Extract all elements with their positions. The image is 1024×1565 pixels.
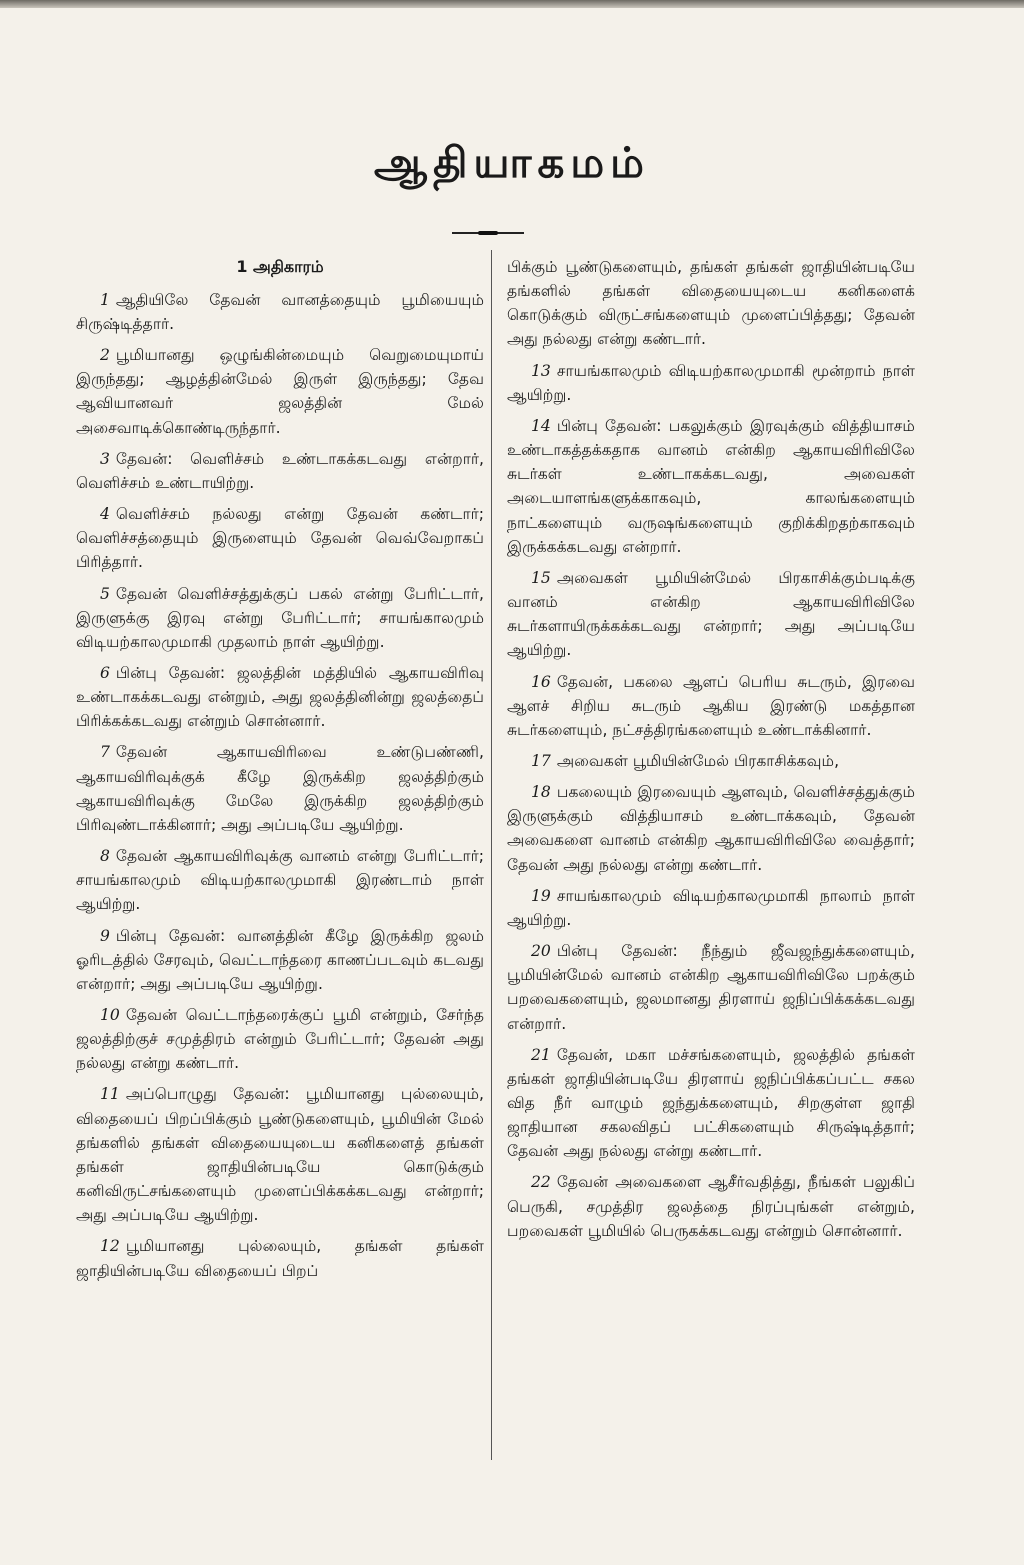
title-rule-ornament (478, 231, 498, 235)
verse (507, 749, 915, 773)
verse-text: தேவன்: வெளிச்சம் உண்டாகக்கடவது என்றார், வெளிச்சம் உண்டாயிற்று. (76, 449, 484, 492)
verse-text: வெளிச்சம் நல்லது என்று தேவன் கண்டார்; வெளிச்சத்தையும் இருளையும் தேவன் வெவ்வேறாகப் பிரித்தார். (76, 505, 484, 572)
verse (76, 1082, 484, 1227)
column-divider (491, 250, 492, 1460)
verse (507, 414, 915, 559)
verse-number: 16 (531, 672, 551, 691)
verse (507, 780, 915, 877)
page-top-edge (0, 0, 1024, 8)
verse-number: 6 (100, 663, 110, 682)
verse-text: ஆதியிலே தேவன் வானத்தையும் பூமியையும் சிருஷ்டித்தார். (76, 290, 484, 333)
verse-number: 18 (531, 783, 551, 802)
verse-number: 9 (100, 926, 110, 945)
verse (507, 1043, 915, 1164)
verse-number: 21 (531, 1045, 551, 1064)
verse-text: அவைகள் பூமியின்மேல் பிரகாசிக்கும்படிக்கு வானம் என்கிற ஆகாயவிரிவிலே சுடர்களாயிருக்கக்கடவது என்றார்; அது அப்படியே ஆயிற்று. (507, 568, 915, 660)
verse-number: 1 (100, 290, 110, 309)
verse-number: 15 (531, 568, 551, 587)
verse-number: 14 (531, 416, 551, 435)
verse-text: தேவன் வெளிச்சத்துக்குப் பகல் என்று பேரிட்டார், இருளுக்கு இரவு என்று பேரிட்டார்; சாயங்காலமும் விடியற்காலமுமாகி முதலாம் நாள் ஆயிற்று. (76, 584, 484, 651)
book-title: ஆதியாகமம் (374, 138, 650, 187)
verse-number: 10 (100, 1006, 120, 1025)
verse-text: பூமியானது ஒழுங்கின்மையும் வெறுமையுமாய் இருந்தது; ஆழத்தின்மேல் இருள் இருந்தது; தேவ ஆவியானவர் ஜலத்தின் மேல் அசைவாடிக்கொண்டிருந்தார். (76, 346, 484, 437)
verse (76, 447, 484, 495)
verse-text: தேவன், மகா மச்சங்களையும், ஜலத்தில் தங்கள் தங்கள் ஜாதியின்படியே திரளாய் ஜநிப்பிக்கப்பட்ட சகல வித நீர் வாழும் ஜந்துக்களையும், சிறகுள்ள ஜாதி ஜாதியான சகலவிதப் பட்சிகளையும் சிருஷ்டித்தார்; தேவன் அது நல்லது என்று கண்டார். (507, 1045, 915, 1161)
verse (507, 566, 915, 663)
verse-text: சாயங்காலமும் விடியற்காலமுமாகி நாலாம் நாள் ஆயிற்று. (507, 886, 915, 929)
verse (76, 1234, 484, 1282)
verse (76, 582, 484, 654)
verse-text: தேவன் அவைகளை ஆசீர்வதித்து, நீங்கள் பலுகிப் பெருகி, சமுத்திர ஜலத்தை நிரப்புங்கள் என்றும், பறவைகள் பூமியில் பெருகக்கடவது என்றும் சொன்னார். (507, 1173, 915, 1240)
verse (507, 939, 915, 1036)
verse-text: தேவன் ஆகாயவிரிவை உண்டுபண்ணி, ஆகாயவிரிவுக்குக் கீழே இருக்கிற ஜலத்திற்கும் ஆகாயவிரிவுக்கு மேலே இருக்கிற ஜலத்திற்கும் பிரிவுண்டாக்கினார்; அது அப்படியே ஆயிற்று. (76, 743, 484, 834)
verse (507, 359, 915, 407)
verse-text: அவைகள் பூமியின்மேல் பிரகாசிக்கவும், (556, 751, 840, 770)
verse (76, 288, 484, 336)
verse (76, 343, 484, 440)
verse (507, 255, 915, 352)
verse (76, 661, 484, 733)
verse-text: பின்பு தேவன்: பகலுக்கும் இரவுக்கும் வித்தியாசம் உண்டாகத்தக்கதாக வானம் என்கிற ஆகாயவிரிவிலே சுடர்கள் உண்டாகக்கடவது, அவைகள் அடையாளங்களுக்காகவும், காலங்களையும் நாட்களையும் வருஷங்களையும் குறிக்கிறதற்காகவும் இருக்கக்கடவது என்றார். (507, 416, 915, 556)
verse (507, 1170, 915, 1242)
verse-number: 13 (531, 361, 551, 380)
verse-text: பிக்கும் பூண்டுகளையும், தங்கள் தங்கள் ஜாதியின்படியே தங்களில் தங்கள் விதையையுடைய கனிகளைக் கொடுக்கும் விருட்சங்களையும் முளைப்பித்தது; தேவன் அது நல்லது என்று கண்டார். (507, 258, 915, 349)
verse-text: பின்பு தேவன்: நீந்தும் ஜீவஜந்துக்களையும், பூமியின்மேல் வானம் என்கிற ஆகாயவிரிவிலே பறக்கும் பறவைகளையும், ஜலமானது திரளாய் ஜநிப்பிக்கக்கடவது என்றார். (507, 942, 915, 1033)
verse-text: தேவன், பகலை ஆளப் பெரிய சுடரும், இரவை ஆளச் சிறிய சுடரும் ஆகிய இரண்டு மகத்தான சுடர்களையும், நட்சத்திரங்களையும் உண்டாக்கினார். (507, 672, 915, 739)
verse-text: பின்பு தேவன்: ஜலத்தின் மத்தியில் ஆகாயவிரிவு உண்டாகக்கடவது என்றும், அது ஜலத்தினின்று ஜலத்தைப் பிரிக்கக்கடவது என்றும் சொன்னார். (76, 663, 484, 731)
verse-number: 17 (531, 751, 551, 770)
verse-text: சாயங்காலமும் விடியற்காலமுமாகி மூன்றாம் நாள் ஆயிற்று. (507, 361, 915, 404)
verse (76, 844, 484, 916)
verse-text: பகலையும் இரவையும் ஆளவும், வெளிச்சத்துக்கும் இருளுக்கும் வித்தியாசம் உண்டாக்கவும், தேவன் அவைகளை வானம் என்கிற ஆகாயவிரிவிலே வைத்தார்; தேவன் அது நல்லது என்று கண்டார். (507, 783, 915, 874)
verse (76, 740, 484, 837)
verse-number: 11 (100, 1085, 120, 1104)
verse-number: 3 (100, 449, 110, 468)
verse-number: 19 (531, 886, 551, 905)
verse-number: 4 (100, 505, 110, 524)
verse-text: பின்பு தேவன்: வானத்தின் கீழே இருக்கிற ஜலம் ஓரிடத்தில் சேரவும், வெட்டாந்தரை காணப்படவும் கடவது என்றார்; அது அப்படியே ஆயிற்று. (76, 926, 484, 993)
chapter-heading: 1 அதிகாரம் (236, 257, 324, 276)
verse-number: 2 (100, 346, 110, 365)
verse-number: 8 (100, 847, 110, 866)
verse-text: தேவன் ஆகாயவிரிவுக்கு வானம் என்று பேரிட்டார்; சாயங்காலமும் விடியற்காலமுமாகி இரண்டாம் நாள் ஆயிற்று. (76, 847, 484, 914)
verse (76, 924, 484, 996)
verse-text: தேவன் வெட்டாந்தரைக்குப் பூமி என்றும், சேர்ந்த ஜலத்திற்குச் சமுத்திரம் என்றும் பேரிட்டார்; தேவன் அது நல்லது என்று கண்டார். (76, 1006, 484, 1073)
verse-number: 5 (100, 584, 110, 603)
left-column (76, 255, 484, 1290)
verse (76, 1003, 484, 1075)
verse-text: பூமியானது புல்லையும், தங்கள் தங்கள் ஜாதியின்படியே விதையைப் பிறப் (76, 1237, 484, 1280)
verse (76, 502, 484, 574)
verse (507, 670, 915, 742)
right-column (507, 255, 915, 1250)
verse (507, 884, 915, 932)
verse-number: 12 (100, 1237, 120, 1256)
verse-number: 7 (100, 743, 110, 762)
verse-text: அப்பொழுது தேவன்: பூமியானது புல்லையும், விதையைப் பிறப்பிக்கும் பூண்டுகளையும், பூமியின் மேல் தங்களில் தங்கள் விதையையுடைய கனிகளைத் தங்கள் தங்கள் ஜாதியின்படியே கொடுக்கும் கனிவிருட்சங்களையும் முளைப்பிக்கக்கடவது என்றார்; அது அப்படியே ஆயிற்று. (76, 1085, 484, 1225)
verse-number: 20 (531, 942, 551, 961)
verse-number: 22 (531, 1173, 551, 1192)
